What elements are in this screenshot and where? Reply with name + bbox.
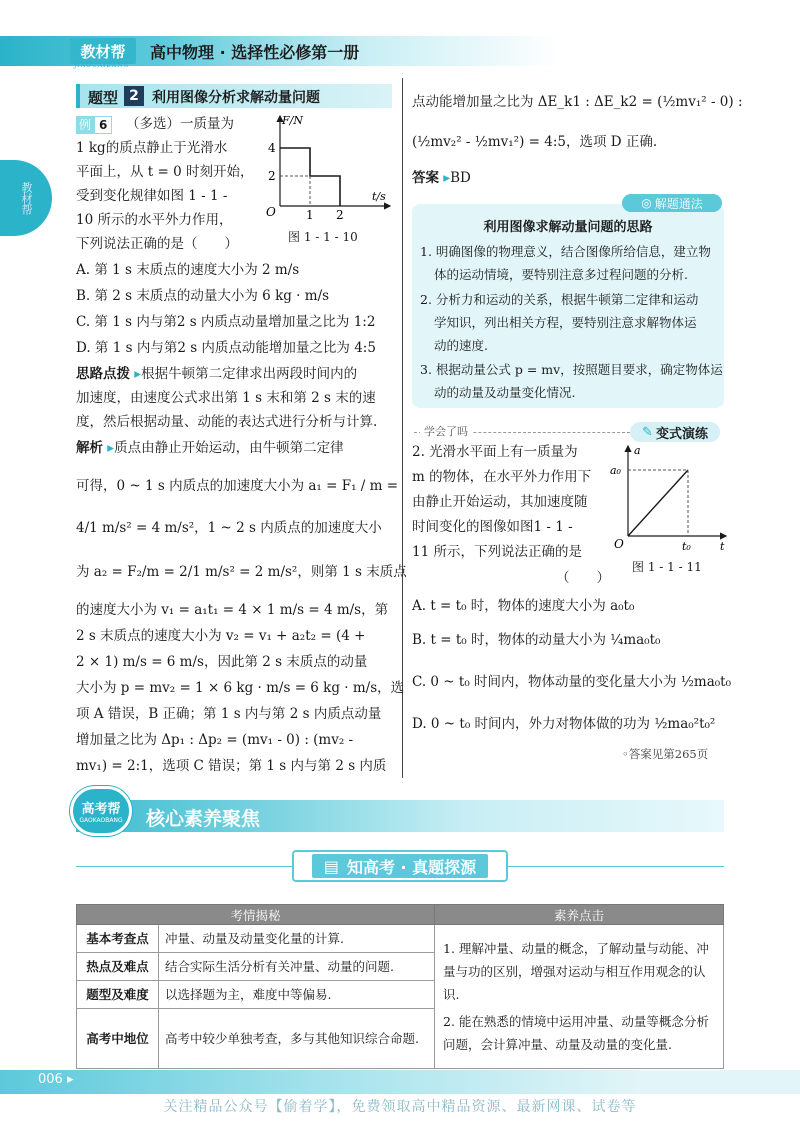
footer-bar [0,1070,800,1094]
fig2-y-label: a [634,444,641,457]
solution-line: 大小为 p = mv₂ = 1 × 6 kg · m/s = 6 kg · m/s，选 [76,680,405,696]
example-line: 平面上，从 t = 0 时刻开始， [76,164,254,180]
fig1-origin: O [266,205,276,219]
figure-caption: 图 1 - 1 - 10 [288,230,358,244]
pencil-icon: ✎ [642,424,653,440]
explore-heading: ▤ 知高考 · 真题探源 [292,850,508,882]
solution-line: 4/1 m/s² = 4 m/s²，1 ~ 2 s 内质点的加速度大小 [76,520,382,536]
answer-label: 答案 [412,170,439,186]
method-item: 3. 根据动量公式 p = mv，按照题目要求，确定物体运 [420,362,723,377]
method-title: 利用图像求解动量问题的思路 [483,220,653,235]
acceleration-time-graph [608,444,732,554]
solution-line: 2 s 末质点的速度大小为 v₂ = v₁ + a₂t₂ = (4 + [76,628,366,644]
fig1-ytick: 4 [268,141,276,155]
method-item: 动的速度. [434,338,488,353]
solution-line: 为 a₂ = F₂/m = 2/1 m/s² = 2 m/s²，则第 1 s 末质点 [76,564,407,580]
option-c: C. 第 1 s 内与第2 s 内质点动量增加量之比为 1:2 [76,314,376,330]
method-item: 学知识，列出相关方程，要特别注意求解物体运 [434,315,697,330]
column-divider [402,78,403,778]
topic-label: 题型 [88,89,119,107]
literacy-point: 2. 能在熟悉的情境中运用冲量、动量等概念分析问题，会计算冲量、动量及动量的变化量. [443,1014,709,1052]
book-tab-sub: JIAOCAIBANG [74,62,130,69]
example-line: 受到变化规律如图 1 - 1 - [76,188,228,204]
hint-label: 思路点拨 [76,366,130,382]
example-line: 1 kg的质点静止于光滑水 [76,140,228,156]
practice-option-b: B. t = t₀ 时，物体的动量大小为 ¼ma₀t₀ [412,632,661,648]
option-d: D. 第 1 s 内与第2 s 内质点动能增加量之比为 4:5 [76,340,376,356]
exam-info-table [76,904,724,1069]
answer-line: 答案 ▸BD [412,170,471,186]
fig2-xtick: t₀ [682,540,691,553]
example-line: （多选）一质量为 [126,116,234,132]
fig2-origin: O [614,537,624,551]
practice-option-c: C. 0 ~ t₀ 时间内，物体动量的变化量大小为 ½ma₀t₀ [412,674,732,690]
option-b: B. 第 2 s 末质点的动量大小为 6 kg · m/s [76,288,330,304]
fig2-ytick: a₀ [610,464,621,477]
option-a: A. 第 1 s 末质点的速度大小为 2 m/s [76,262,300,278]
solution-line: 2 × 1) m/s = 6 m/s，因此第 2 s 末质点的动量 [76,654,368,670]
literacy-point: 1. 理解冲量、动量的概念，了解动量与动能、冲量与功的区别，增强对运动与相互作用观念的认识. [443,941,709,1002]
solution-line: 增加量之比为 Δp₁ : Δp₂ = (mv₁ - 0) : (mv₂ - [76,732,354,748]
book-title: 高中物理 · 选择性必修第一册 [150,43,360,62]
practice-option-a: A. t = t₀ 时，物体的速度大小为 a₀t₀ [412,598,635,614]
practice-line: 2. 光滑水平面上有一质量为 [412,444,578,460]
table-row: 基本考查点 冲量、动量及动量变化量的计算. 1. 理解冲量、动量的概念，了解动量与动能、冲量与功的区别，增强对运动与相互作用观念的认识. 2. 能在熟悉的情境中运用冲量、动量等概念分析问题，会计算冲量、动量及动量的变化量. [77,925,724,953]
watermark: 关注精品公众号【偷着学】，免费领取高中精品资源、最新网课、试卷等 [163,1099,637,1115]
force-time-graph [258,112,398,222]
fig2-x-label: t [720,540,725,553]
core-title: 核心素养聚焦 [146,808,261,830]
practice-paren: （ ） [556,570,610,586]
method-item: 体的运动情境，要特别注意多过程问题的分析. [434,267,688,282]
fig1-xtick: 1 [306,208,314,222]
hint-line: 度，然后根据动量、动能的表达式进行分析与计算. [76,414,378,430]
topic-number: 2 [124,86,144,106]
document-icon: ▤ [323,856,339,876]
solution-line: 的速度大小为 v₁ = a₁t₁ = 4 × 1 m/s = 4 m/s，第 [76,602,389,618]
fig1-y-label: F/N [282,114,303,127]
solution-line: 项 A 错误，B 正确；第 1 s 内与第 2 s 内质点动量 [76,706,382,722]
method-icon: ◎ [641,196,652,210]
solution-line: mv₁) = 2:1，选项 C 错误；第 1 s 内与第 2 s 内质 [76,758,387,774]
practice-option-d: D. 0 ~ t₀ 时间内，外力对物体做的功为 ½ma₀²t₀² [412,716,716,732]
practice-line: 11 所示，下列说法正确的是 [412,544,582,560]
solution-line: 可得，0 ~ 1 s 内质点的加速度大小为 a₁ = F₁ / m = [76,478,399,494]
answer-value: BD [450,170,471,186]
method-item: 动的动量及动量变化情况. [434,385,576,400]
solution-line: 解析 ▸质点由静止开始运动，由牛顿第二定律 [76,440,344,456]
book-tab: 教材帮 [70,38,136,64]
solution-label: 解析 [76,440,103,456]
gaokao-badge: 高考帮 GAOKAOBANG [70,786,132,836]
hint-line: 思路点拨 ▸根据牛顿第二定律求出两段时间内的 [76,366,358,382]
table-row: 题型及难度 以选择题为主，难度中等偏易. [77,981,724,1009]
page-number: 006 ▸ [38,1072,74,1087]
fig1-ytick: 2 [268,169,276,183]
example-line: 下列说法正确的是（ ） [76,236,238,252]
example-line: 10 所示的水平外力作用， [76,212,233,228]
answer-reference: ◦答案见第265页 [622,747,709,761]
practice-divider-label: 学会了吗 [420,423,472,439]
method-item: 2. 分析力和运动的关系，根据牛顿第二定律和运动 [420,292,699,307]
topic-title: 利用图像分析求解动量问题 [152,90,320,106]
table-row: 高考中地位 高考中较少单独考查，多与其他知识综合命题. [77,1009,724,1069]
solution-line: 点动能增加量之比为 ΔE_k1 : ΔE_k2 = (½mv₁² - 0) : [412,94,743,110]
practice-line: 由静止开始运动，其加速度随 [412,494,588,510]
practice-head: ✎ 变式演练 [630,422,720,442]
table-header-right: 素养点击 [435,905,724,925]
table-header-left: 考情揭秘 [77,905,435,925]
method-item: 1. 明确图像的物理意义，结合图像所给信息，建立物 [420,244,711,259]
solution-line: (½mv₂² - ½mv₁²) = 4:5，选项 D 正确. [412,134,658,150]
hint-line: 加速度，由速度公式求出第 1 s 末和第 2 s 末的速 [76,390,376,406]
practice-line: 时间变化的图像如图1 - 1 - [412,519,573,535]
table-row: 热点及难点 结合实际生活分析有关冲量、动量的问题. [77,953,724,981]
side-tab: 教材帮 [0,160,52,236]
method-head: ◎ 解题通法 [622,194,722,212]
fig1-xtick: 2 [336,208,344,222]
practice-line: m 的物体，在水平外力作用下 [412,469,592,485]
fig1-x-label: t/s [372,190,386,203]
figure-caption: 图 1 - 1 - 11 [632,560,702,574]
example-badge: 例 6 [76,116,112,134]
